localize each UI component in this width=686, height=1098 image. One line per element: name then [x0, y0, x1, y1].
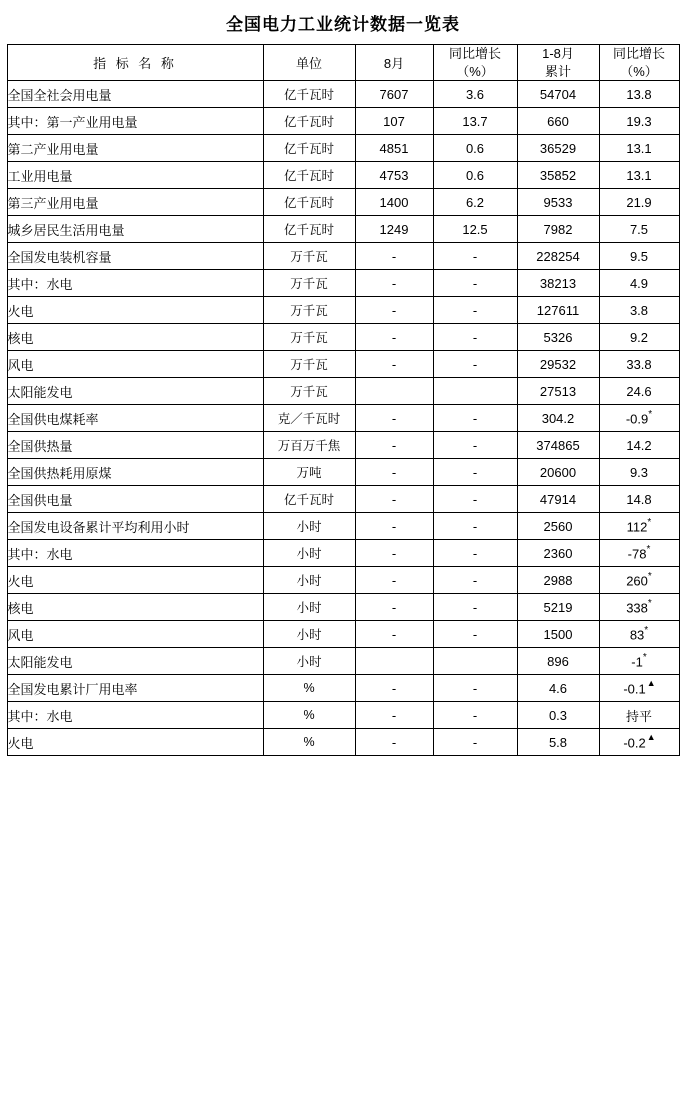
header-cumulative-line1: 1-8月	[542, 46, 574, 61]
row-indicator-name: 全国供电量	[7, 486, 263, 513]
row-august-yoy: -	[433, 621, 517, 648]
row-indicator-name: 风电	[7, 621, 263, 648]
row-cumulative-yoy-value: 338	[626, 600, 648, 616]
row-unit: 亿千瓦时	[263, 162, 355, 189]
row-indicator-name: 其中：水电	[7, 702, 263, 729]
header-cumulative-yoy-line2: （%）	[620, 63, 658, 79]
row-cumulative-yoy	[599, 351, 679, 378]
row-cumulative-yoy	[599, 405, 679, 432]
row-cumulative-yoy-value: 21.9	[626, 194, 652, 210]
row-unit: 万千瓦	[263, 351, 355, 378]
footnote-asterisk: *	[647, 516, 652, 528]
row-august-value: -	[355, 702, 433, 729]
row-cumulative-yoy	[599, 216, 679, 243]
table-header	[7, 45, 679, 81]
table-row	[7, 351, 679, 378]
row-indicator-name: 第二产业用电量	[7, 135, 263, 162]
row-august-yoy	[433, 378, 517, 405]
row-indicator-name: 核电	[7, 324, 263, 351]
table-row	[7, 81, 679, 108]
row-indicator-name: 太阳能发电	[7, 378, 263, 405]
percentage-point-icon: ▲	[646, 731, 656, 742]
row-unit: 亿千瓦时	[263, 189, 355, 216]
table-body	[7, 81, 679, 756]
table-row	[7, 216, 679, 243]
row-cumulative-yoy	[599, 459, 679, 486]
row-cumulative-yoy	[599, 432, 679, 459]
row-august-yoy: 6.2	[433, 189, 517, 216]
row-cumulative-yoy	[599, 243, 679, 270]
row-august-value: -	[355, 621, 433, 648]
row-cumulative-value: 38213	[517, 270, 599, 297]
table-row	[7, 594, 679, 621]
footnote-asterisk: *	[647, 597, 652, 609]
row-cumulative-value: 5.8	[517, 729, 599, 756]
table-row	[7, 459, 679, 486]
row-august-value: -	[355, 297, 433, 324]
row-indicator-name: 全国发电装机容量	[7, 243, 263, 270]
row-indicator-name: 太阳能发电	[7, 648, 263, 675]
row-cumulative-yoy-value: 19.3	[626, 113, 652, 129]
row-unit: 亿千瓦时	[263, 108, 355, 135]
row-indicator-name: 其中：第一产业用电量	[7, 108, 263, 135]
row-cumulative-yoy	[599, 513, 679, 540]
header-august	[355, 45, 433, 81]
row-cumulative-value: 896	[517, 648, 599, 675]
header-indicator-name	[7, 45, 263, 81]
row-cumulative-yoy	[599, 297, 679, 324]
row-august-value: 107	[355, 108, 433, 135]
row-august-value: -	[355, 675, 433, 702]
header-august-text: 8月	[383, 56, 405, 72]
row-cumulative-yoy	[599, 270, 679, 297]
row-cumulative-yoy-value: 83	[629, 627, 645, 643]
row-cumulative-yoy	[599, 567, 679, 594]
row-cumulative-yoy-value: 4.9	[629, 275, 649, 291]
header-unit-text: 单位	[295, 56, 322, 72]
table-row	[7, 486, 679, 513]
row-cumulative-yoy	[599, 162, 679, 189]
row-cumulative-yoy-value: 33.8	[626, 356, 652, 372]
row-august-yoy: -	[433, 432, 517, 459]
row-indicator-name: 火电	[7, 567, 263, 594]
row-indicator-name: 城乡居民生活用电量	[7, 216, 263, 243]
row-indicator-name: 全国供热耗用原煤	[7, 459, 263, 486]
header-cumulative-yoy	[599, 45, 679, 81]
row-cumulative-value: 9533	[517, 189, 599, 216]
row-unit: 小时	[263, 540, 355, 567]
table-row	[7, 270, 679, 297]
row-unit: %	[263, 702, 355, 729]
row-august-yoy: 12.5	[433, 216, 517, 243]
row-august-value: -	[355, 594, 433, 621]
footnote-asterisk: *	[646, 543, 651, 555]
row-indicator-name: 全国供热量	[7, 432, 263, 459]
row-unit: 亿千瓦时	[263, 135, 355, 162]
row-unit: 万千瓦	[263, 297, 355, 324]
table-row	[7, 324, 679, 351]
table-row	[7, 189, 679, 216]
row-unit: 万千瓦	[263, 324, 355, 351]
row-august-yoy: -	[433, 540, 517, 567]
row-august-yoy	[433, 648, 517, 675]
row-indicator-name: 核电	[7, 594, 263, 621]
row-indicator-name: 全国全社会用电量	[7, 81, 263, 108]
row-cumulative-value: 36529	[517, 135, 599, 162]
row-august-value: -	[355, 324, 433, 351]
row-unit: 万百万千焦	[263, 432, 355, 459]
row-august-yoy: 0.6	[433, 162, 517, 189]
row-cumulative-value: 127611	[517, 297, 599, 324]
row-august-value: 4753	[355, 162, 433, 189]
row-august-yoy: -	[433, 594, 517, 621]
row-cumulative-yoy-value: 13.1	[626, 167, 652, 183]
table-row	[7, 567, 679, 594]
row-cumulative-yoy	[599, 594, 679, 621]
row-august-yoy: -	[433, 270, 517, 297]
row-august-yoy: -	[433, 243, 517, 270]
row-cumulative-value: 2988	[517, 567, 599, 594]
row-cumulative-yoy-value: 13.1	[626, 140, 652, 156]
table-header-row	[7, 45, 679, 81]
row-cumulative-value: 7982	[517, 216, 599, 243]
footnote-asterisk: *	[642, 651, 647, 663]
row-cumulative-yoy-value: 9.2	[629, 329, 649, 345]
table-row	[7, 297, 679, 324]
row-august-yoy: -	[433, 702, 517, 729]
row-august-value: 1400	[355, 189, 433, 216]
row-august-value: 4851	[355, 135, 433, 162]
row-august-value: -	[355, 513, 433, 540]
row-cumulative-yoy-value: 9.3	[629, 464, 649, 480]
row-august-value: -	[355, 486, 433, 513]
row-august-yoy: 13.7	[433, 108, 517, 135]
table-row	[7, 540, 679, 567]
row-indicator-name: 其中：水电	[7, 540, 263, 567]
header-indicator-name-text: 指 标 名 称	[93, 56, 177, 72]
row-unit: 小时	[263, 648, 355, 675]
row-cumulative-yoy	[599, 108, 679, 135]
row-cumulative-yoy-value: 持平	[625, 708, 652, 724]
table-row	[7, 648, 679, 675]
row-cumulative-yoy	[599, 189, 679, 216]
row-indicator-name: 工业用电量	[7, 162, 263, 189]
row-august-value: -	[355, 270, 433, 297]
row-august-yoy: -	[433, 513, 517, 540]
row-august-value	[355, 648, 433, 675]
row-indicator-name: 全国发电累计厂用电率	[7, 675, 263, 702]
row-unit: 克／千瓦时	[263, 405, 355, 432]
row-cumulative-value: 35852	[517, 162, 599, 189]
row-unit: 亿千瓦时	[263, 486, 355, 513]
row-unit: 小时	[263, 513, 355, 540]
header-august-yoy-line1: 同比增长	[448, 46, 501, 61]
table-row	[7, 405, 679, 432]
row-cumulative-yoy-value: 14.8	[626, 491, 652, 507]
row-cumulative-yoy-value: 9.5	[629, 248, 649, 264]
row-unit: 小时	[263, 594, 355, 621]
row-indicator-name: 全国供电煤耗率	[7, 405, 263, 432]
table-row	[7, 729, 679, 756]
table-row	[7, 108, 679, 135]
header-august-yoy	[433, 45, 517, 81]
page-title: 全国电力工业统计数据一览表	[226, 15, 460, 35]
row-cumulative-value: 374865	[517, 432, 599, 459]
row-unit: 亿千瓦时	[263, 81, 355, 108]
row-cumulative-value: 0.3	[517, 702, 599, 729]
row-cumulative-yoy-value: 7.5	[629, 221, 649, 237]
row-unit: 小时	[263, 621, 355, 648]
row-cumulative-value: 47914	[517, 486, 599, 513]
row-unit: 万千瓦	[263, 378, 355, 405]
row-august-value: -	[355, 432, 433, 459]
row-cumulative-yoy-value: 260	[626, 573, 648, 589]
row-cumulative-yoy	[599, 135, 679, 162]
row-august-yoy: -	[433, 567, 517, 594]
footnote-asterisk: *	[644, 624, 649, 636]
row-cumulative-yoy	[599, 324, 679, 351]
row-cumulative-value: 304.2	[517, 405, 599, 432]
row-cumulative-yoy-value: 3.8	[629, 302, 649, 318]
row-unit: 小时	[263, 567, 355, 594]
header-unit	[263, 45, 355, 81]
row-cumulative-yoy-value: 13.8	[626, 86, 652, 102]
row-cumulative-value: 1500	[517, 621, 599, 648]
row-august-value: -	[355, 459, 433, 486]
statistics-table	[7, 44, 680, 756]
table-row	[7, 675, 679, 702]
row-cumulative-yoy-value: 24.6	[626, 383, 652, 399]
row-august-yoy: -	[433, 405, 517, 432]
header-cumulative-yoy-line1: 同比增长	[612, 46, 665, 61]
header-cumulative-line2: 累计	[544, 63, 571, 79]
row-cumulative-value: 5326	[517, 324, 599, 351]
row-unit: 万千瓦	[263, 243, 355, 270]
row-august-yoy: -	[433, 351, 517, 378]
row-august-value: -	[355, 243, 433, 270]
table-row	[7, 243, 679, 270]
row-indicator-name: 第三产业用电量	[7, 189, 263, 216]
row-cumulative-yoy-value: -78	[627, 546, 647, 562]
row-august-value: -	[355, 351, 433, 378]
table-row	[7, 513, 679, 540]
row-cumulative-yoy	[599, 486, 679, 513]
row-unit: 万千瓦	[263, 270, 355, 297]
row-indicator-name: 其中：水电	[7, 270, 263, 297]
row-cumulative-yoy	[599, 81, 679, 108]
row-august-value: 7607	[355, 81, 433, 108]
row-august-value: -	[355, 567, 433, 594]
row-unit: 亿千瓦时	[263, 216, 355, 243]
row-cumulative-value: 2560	[517, 513, 599, 540]
row-cumulative-value: 228254	[517, 243, 599, 270]
row-cumulative-yoy	[599, 621, 679, 648]
footnote-asterisk: *	[648, 408, 653, 420]
row-cumulative-value: 54704	[517, 81, 599, 108]
row-august-yoy: -	[433, 729, 517, 756]
row-unit: %	[263, 675, 355, 702]
table-row	[7, 432, 679, 459]
row-cumulative-yoy	[599, 540, 679, 567]
percentage-point-icon: ▲	[646, 677, 656, 688]
row-indicator-name: 火电	[7, 729, 263, 756]
row-august-yoy: -	[433, 486, 517, 513]
row-cumulative-value: 29532	[517, 351, 599, 378]
row-cumulative-yoy	[599, 729, 679, 756]
row-indicator-name: 火电	[7, 297, 263, 324]
row-cumulative-value: 4.6	[517, 675, 599, 702]
row-cumulative-yoy-value: -1	[631, 654, 643, 670]
row-cumulative-yoy-value: -0.1	[623, 681, 646, 697]
row-cumulative-value: 20600	[517, 459, 599, 486]
row-august-yoy: -	[433, 324, 517, 351]
table-row	[7, 621, 679, 648]
row-unit: %	[263, 729, 355, 756]
row-cumulative-yoy	[599, 648, 679, 675]
table-row	[7, 162, 679, 189]
row-cumulative-value: 2360	[517, 540, 599, 567]
row-august-yoy: -	[433, 297, 517, 324]
row-august-yoy: 3.6	[433, 81, 517, 108]
row-cumulative-yoy	[599, 675, 679, 702]
row-august-value: -	[355, 540, 433, 567]
header-cumulative	[517, 45, 599, 81]
row-indicator-name: 全国发电设备累计平均利用小时	[7, 513, 263, 540]
row-cumulative-yoy-value: 14.2	[626, 437, 652, 453]
row-cumulative-yoy	[599, 702, 679, 729]
table-row	[7, 702, 679, 729]
footnote-asterisk: *	[647, 570, 652, 582]
row-cumulative-value: 27513	[517, 378, 599, 405]
row-august-value	[355, 378, 433, 405]
table-row	[7, 135, 679, 162]
row-august-value: 1249	[355, 216, 433, 243]
row-unit: 万吨	[263, 459, 355, 486]
table-row	[7, 378, 679, 405]
row-indicator-name: 风电	[7, 351, 263, 378]
row-august-value: -	[355, 405, 433, 432]
row-cumulative-yoy-value: 112	[626, 519, 648, 535]
row-august-value: -	[355, 729, 433, 756]
row-cumulative-yoy-value: -0.9	[625, 411, 649, 427]
row-cumulative-yoy-value: -0.2	[623, 735, 646, 751]
row-cumulative-yoy	[599, 378, 679, 405]
row-cumulative-value: 660	[517, 108, 599, 135]
row-august-yoy: -	[433, 459, 517, 486]
header-august-yoy-line2: （%）	[456, 63, 494, 79]
row-august-yoy: 0.6	[433, 135, 517, 162]
row-august-yoy: -	[433, 675, 517, 702]
row-cumulative-value: 5219	[517, 594, 599, 621]
